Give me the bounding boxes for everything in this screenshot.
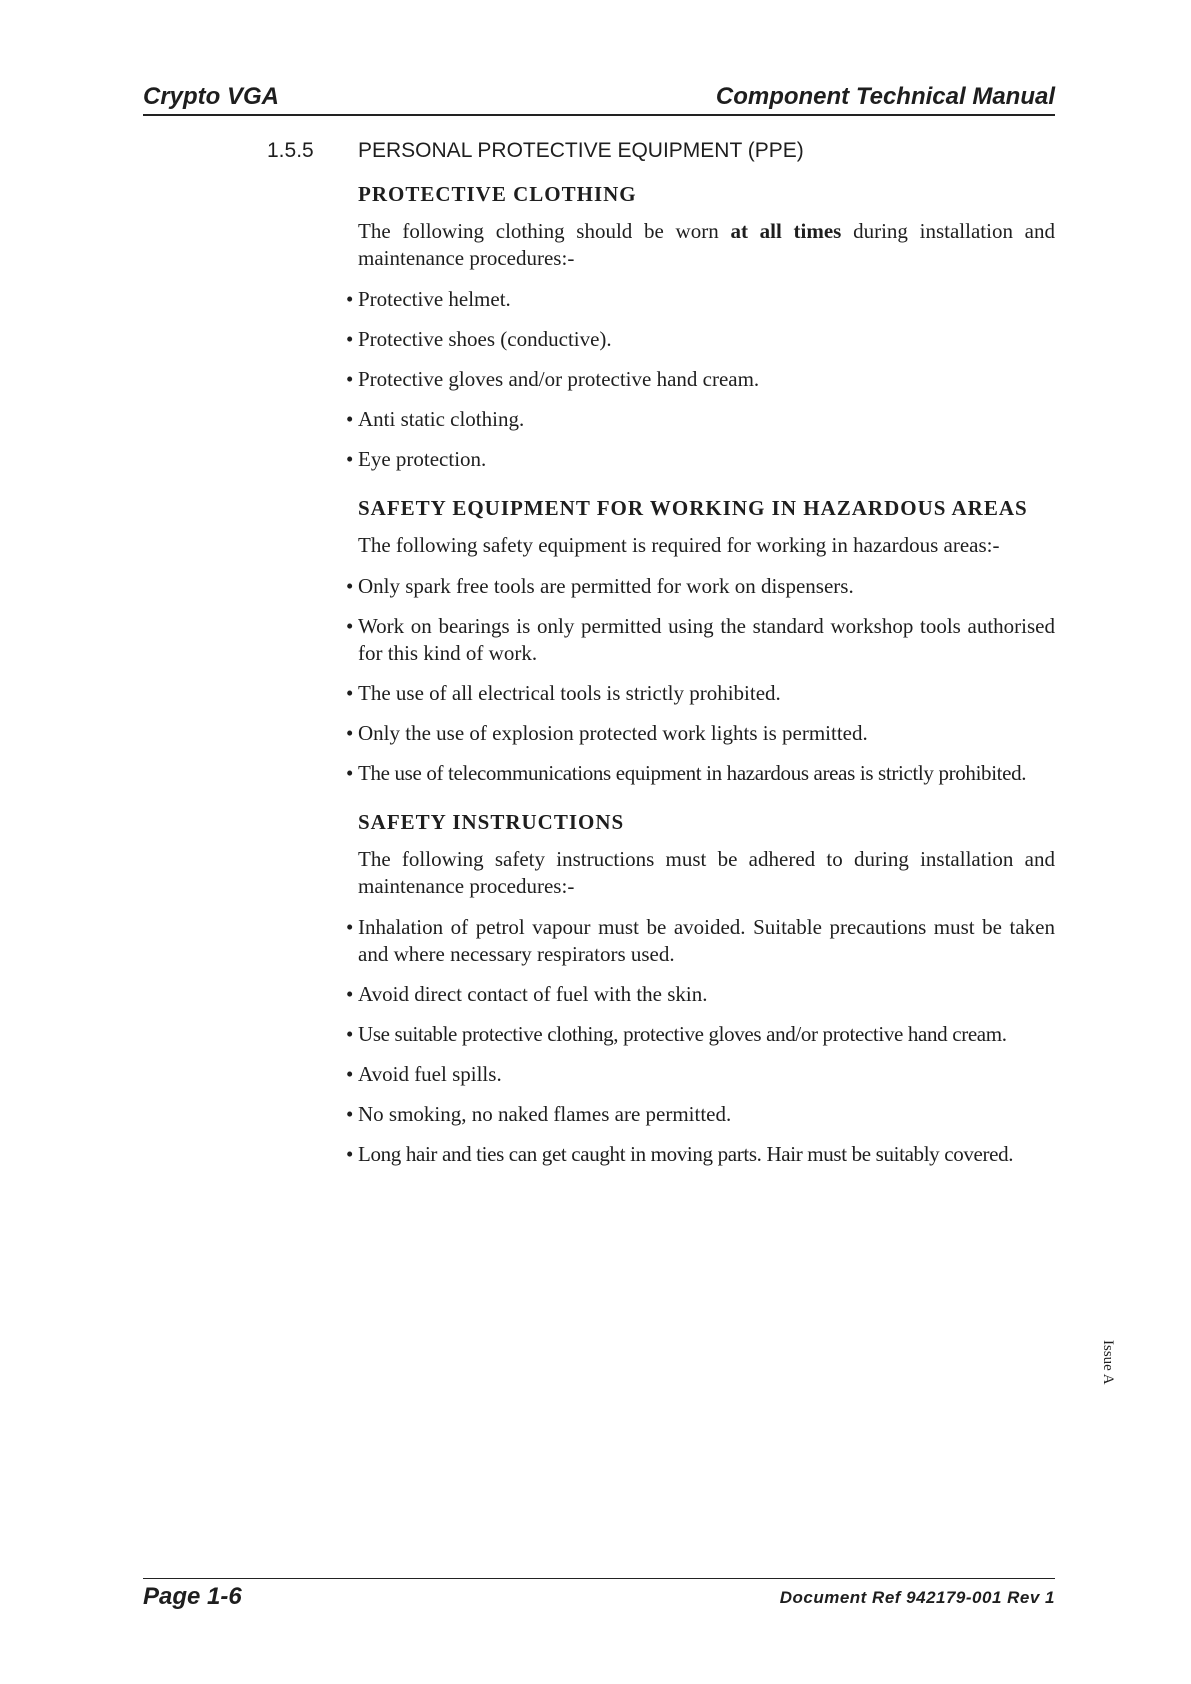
page-number: Page 1-6: [143, 1583, 242, 1610]
header-product-name: Crypto VGA: [143, 83, 280, 110]
document-reference: Document Ref 942179-001 Rev 1: [779, 1588, 1055, 1607]
instructions-list: [358, 914, 1055, 1168]
section-title: PERSONAL PROTECTIVE EQUIPMENT (PPE): [358, 139, 804, 162]
list-item: • The use of telecommunications equipment in hazardous areas is strictly prohibited.: [358, 760, 1055, 787]
subheading-safety-instructions: SAFETY INSTRUCTIONS: [358, 810, 625, 834]
list-item: • Only the use of explosion protected work lights is permitted.: [358, 720, 1055, 747]
subheading-protective-clothing: PROTECTIVE CLOTHING: [358, 182, 637, 206]
instructions-intro: The following safety instructions must be adhered to during installation and maintenance procedures:-: [358, 847, 1055, 898]
list-item: • Only spark free tools are permitted for work on dispensers.: [358, 573, 1055, 600]
subheading-hazardous-areas: SAFETY EQUIPMENT FOR WORKING IN HAZARDOUS AREAS: [358, 496, 1028, 520]
list-item: • Use suitable protective clothing, protective gloves and/or protective hand cream.: [358, 1021, 1055, 1048]
section-number: 1.5.5: [267, 139, 314, 162]
list-item: • Avoid direct contact of fuel with the skin.: [358, 981, 1055, 1008]
list-item: • Protective helmet.: [358, 286, 1055, 313]
clothing-intro-text-end: during installation and maintenance procedures:-: [358, 219, 1055, 270]
clothing-list: [358, 286, 1055, 473]
clothing-intro-emphasis: at all times: [730, 219, 842, 243]
header-manual-title: Component Technical Manual: [715, 83, 1055, 110]
hazard-intro: The following safety equipment is required for working in hazardous areas:-: [358, 533, 1000, 557]
list-item: • Protective shoes (conductive).: [358, 326, 1055, 353]
list-item: • Inhalation of petrol vapour must be avoided. Suitable precautions must be taken and where necessary respirators used.: [358, 914, 1055, 968]
list-item: • Eye protection.: [358, 446, 1055, 473]
list-item: • Long hair and ties can get caught in moving parts. Hair must be suitably covered.: [358, 1141, 1055, 1168]
page-header: [143, 82, 1055, 116]
list-item: • Work on bearings is only permitted using the standard workshop tools authorised for this kind of work.: [358, 613, 1055, 667]
list-item: • No smoking, no naked flames are permitted.: [358, 1101, 1055, 1128]
clothing-intro: [358, 218, 1055, 272]
list-item: • Anti static clothing.: [358, 406, 1055, 433]
clothing-intro-text: The following clothing should be worn: [358, 219, 731, 243]
list-item: • The use of all electrical tools is strictly prohibited.: [358, 680, 1055, 707]
hazard-list: [358, 573, 1055, 787]
page-footer: [143, 1578, 1055, 1619]
list-item: • Avoid fuel spills.: [358, 1061, 1055, 1088]
issue-label: Issue A: [1100, 1340, 1116, 1385]
page-content: [358, 181, 1055, 1181]
list-item: • Protective gloves and/or protective hand cream.: [358, 366, 1055, 393]
